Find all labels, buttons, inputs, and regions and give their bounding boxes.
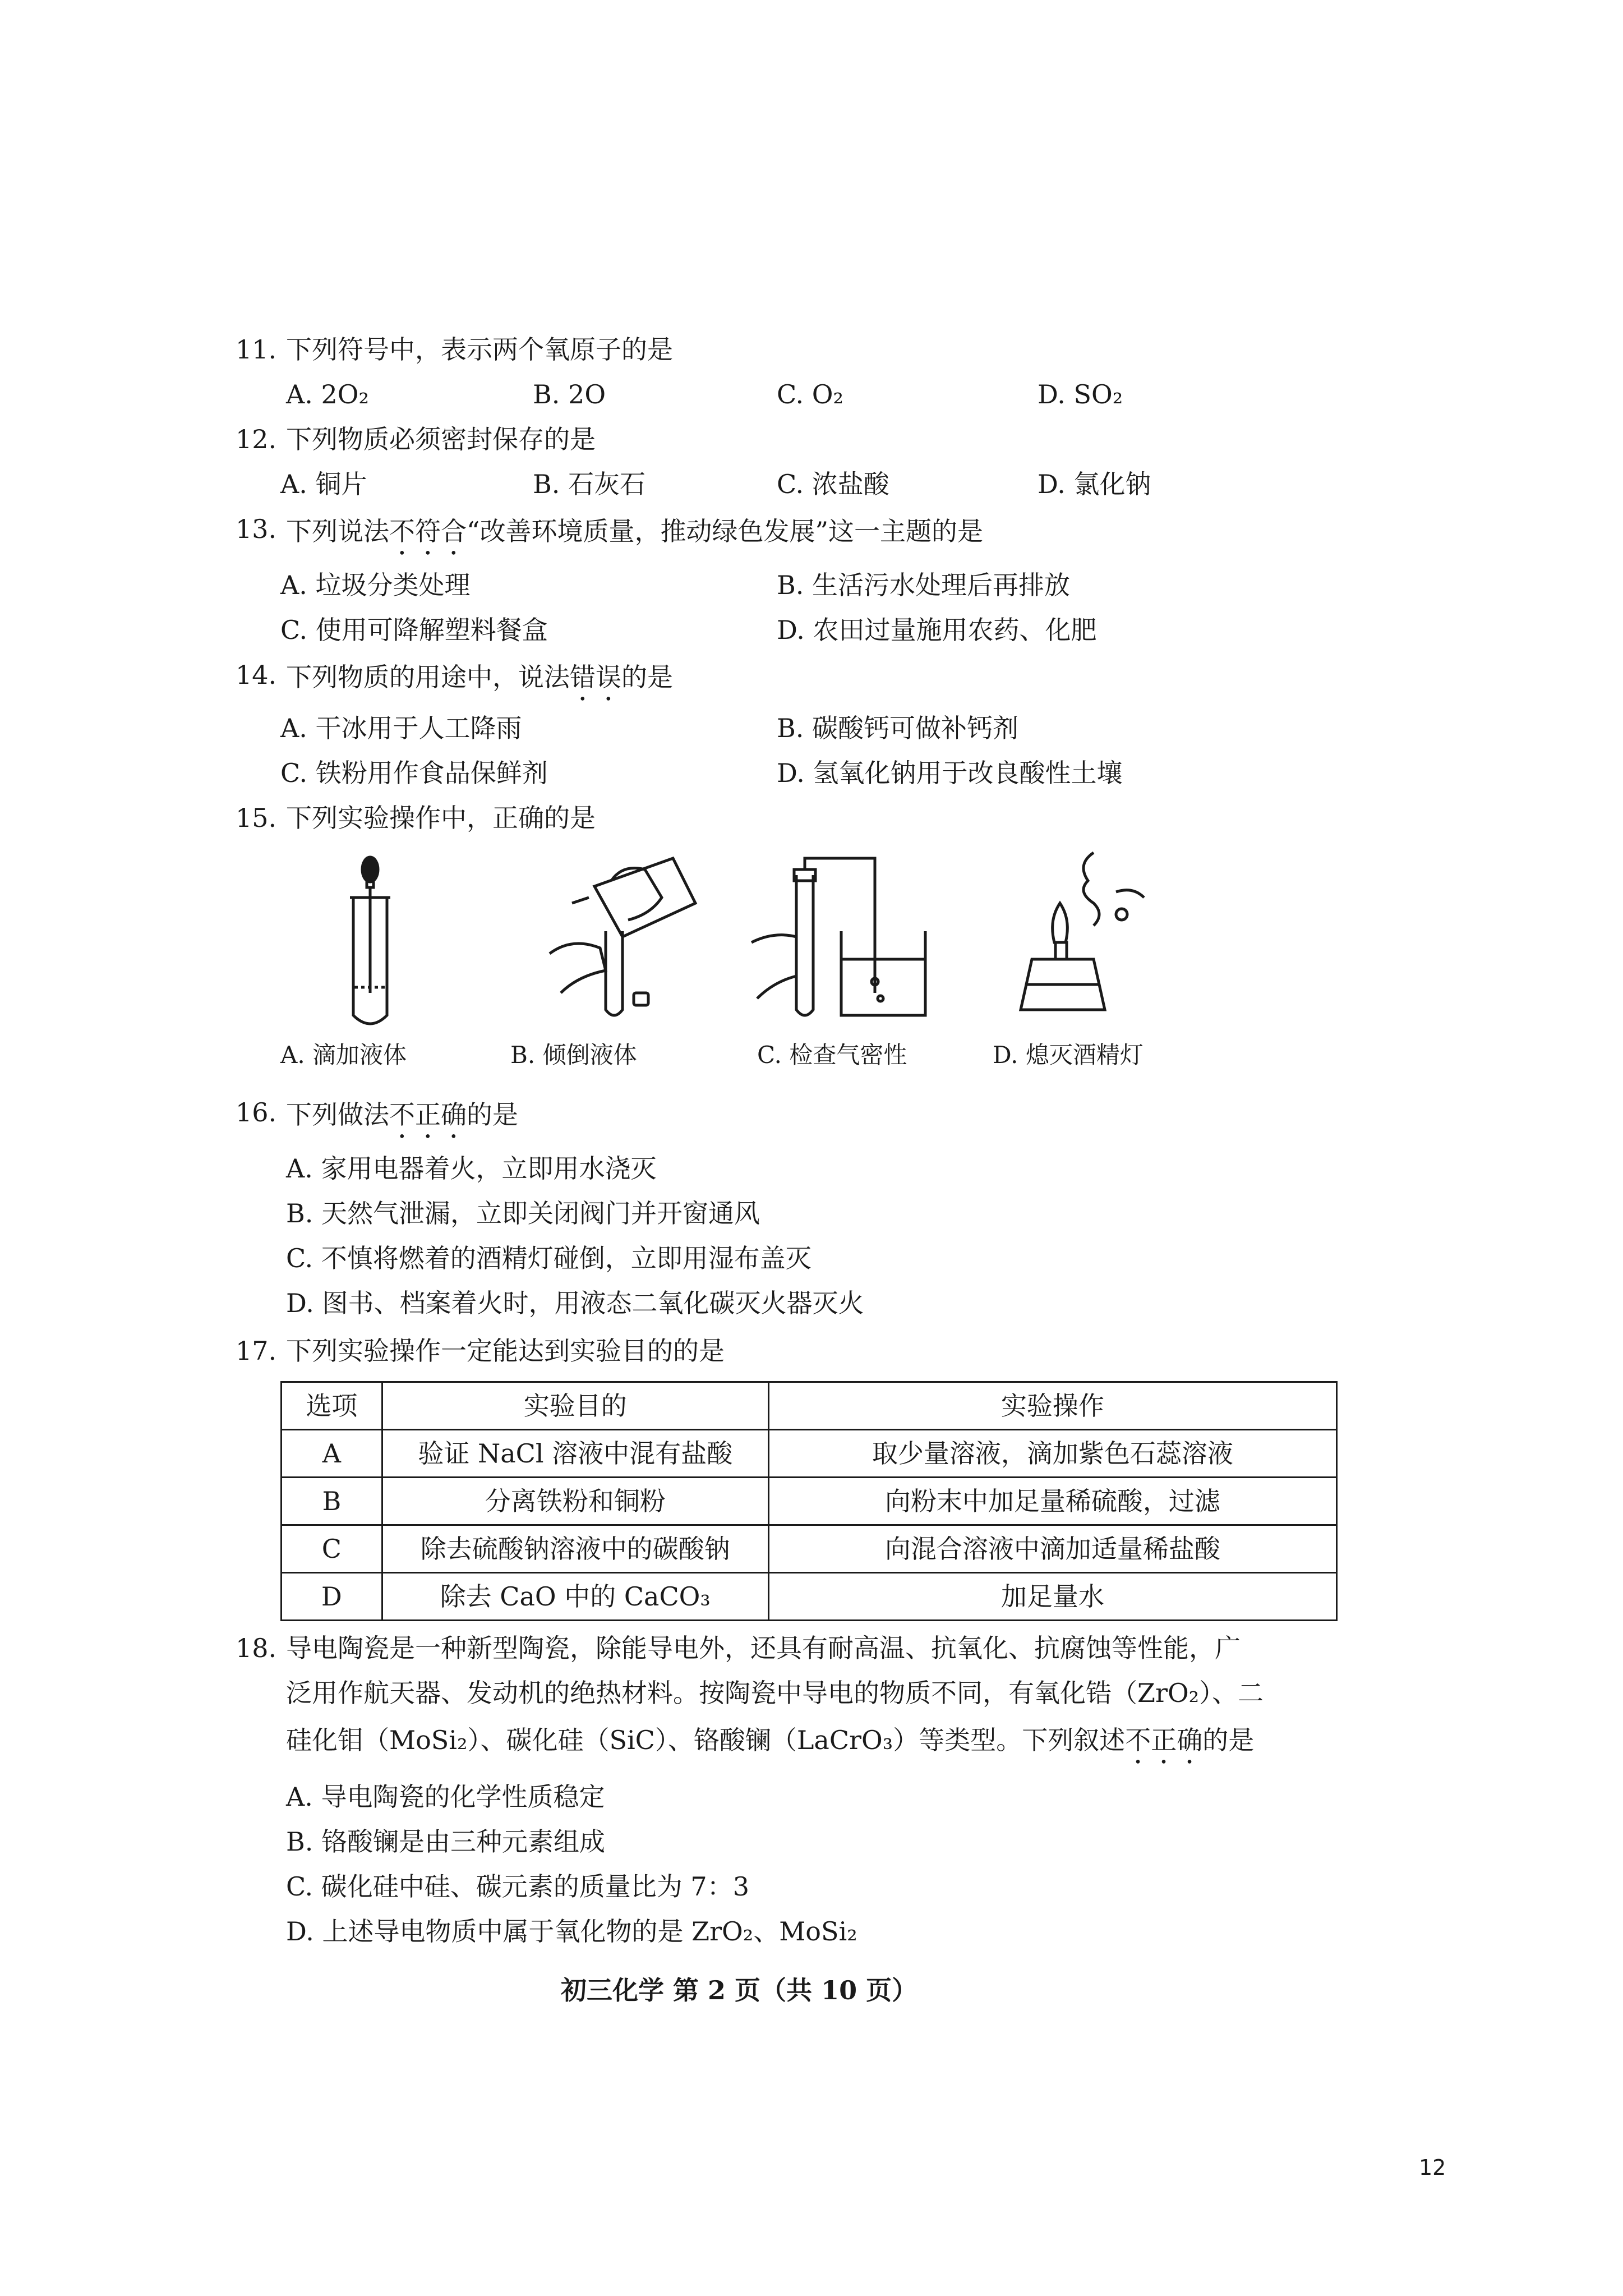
q18-emphasis: 不正确	[1125, 1725, 1203, 1755]
table-header: 实验目的	[382, 1382, 768, 1430]
q16-number: 16.	[236, 1097, 277, 1128]
q14-option-c: C. 铁粉用作食品保鲜剂	[280, 758, 548, 788]
q13-option-d: D. 农田过量施用农药、化肥	[777, 615, 1097, 645]
table-cell: B	[282, 1478, 382, 1525]
q18-option-a: A. 导电陶瓷的化学性质稳定	[286, 1782, 605, 1812]
table-cell: 向混合溶液中滴加适量稀盐酸	[768, 1525, 1336, 1573]
q11-stem: 下列符号中，表示两个氧原子的是	[286, 334, 673, 365]
q13-stem: 下列说法不符合“改善环境质量，推动绿色发展”这一主题的是	[286, 516, 984, 546]
q15-caption-a: A. 滴加液体	[280, 1041, 407, 1069]
q18-line-3: 硅化钼（MoSi₂）、碳化硅（SiC）、铬酸镧（LaCrO₃）等类型。下列叙述不正确的是	[286, 1725, 1255, 1755]
table-row	[282, 1430, 1337, 1478]
q11-option-b: B. 2O	[533, 379, 606, 409]
table-cell: 取少量溶液，滴加紫色石蕊溶液	[768, 1430, 1336, 1478]
q14-option-a: A. 干冰用于人工降雨	[280, 713, 522, 743]
table-row	[282, 1478, 1337, 1525]
q13-option-b: B. 生活污水处理后再排放	[777, 570, 1071, 600]
q14-option-d: D. 氢氧化钠用于改良酸性土壤	[777, 758, 1123, 788]
table-header-row	[282, 1382, 1337, 1430]
q18-line-1: 导电陶瓷是一种新型陶瓷，除能导电外，还具有耐高温、抗氧化、抗腐蚀等性能，广	[286, 1633, 1241, 1663]
table-header: 选项	[282, 1382, 382, 1430]
q14-stem: 下列物质的用途中，说法错误的是	[286, 662, 673, 692]
q14-number: 14.	[236, 660, 277, 690]
q18-line-2: 泛用作航天器、发动机的绝热材料。按陶瓷中导电的物质不同，有氧化锆（ZrO₂）、二	[286, 1678, 1264, 1708]
q16-emphasis: 不正确	[389, 1099, 467, 1130]
q16-stem: 下列做法不正确的是	[286, 1099, 518, 1130]
q15-caption-c: C. 检查气密性	[757, 1041, 907, 1069]
table-cell: A	[282, 1430, 382, 1478]
q15-stem: 下列实验操作中，正确的是	[286, 803, 596, 833]
q18-option-d: D. 上述导电物质中属于氧化物的是 ZrO₂、MoSi₂	[286, 1916, 857, 1947]
airtightness-check-illustration	[740, 853, 942, 1032]
q12-number: 12.	[236, 424, 277, 454]
q12-option-b: B. 石灰石	[533, 469, 646, 499]
q14-emphasis: 错误	[570, 662, 621, 692]
q18-number: 18.	[236, 1633, 277, 1663]
q11-option-c: C. O₂	[777, 379, 843, 409]
q16-option-b: B. 天然气泄漏，立即关闭阀门并开窗通风	[286, 1198, 760, 1228]
q16-option-c: C. 不慎将燃着的酒精灯碰倒，立即用湿布盖灭	[286, 1243, 811, 1273]
table-cell: 加足量水	[768, 1573, 1336, 1621]
q13-option-a: A. 垃圾分类处理	[280, 570, 471, 600]
table-cell: 向粉末中加足量稀硫酸，过滤	[768, 1478, 1336, 1525]
q17-stem: 下列实验操作一定能达到实验目的的是	[286, 1336, 725, 1366]
q18-option-b: B. 铬酸镧是由三种元素组成	[286, 1826, 606, 1857]
q12-stem: 下列物质必须密封保存的是	[286, 424, 596, 454]
table-row	[282, 1573, 1337, 1621]
alcohol-lamp-illustration	[1009, 841, 1178, 1032]
q12-option-a: A. 铜片	[280, 469, 367, 499]
table-cell: 除去 CaO 中的 CaCO₃	[382, 1573, 768, 1621]
table-cell: 验证 NaCl 溶液中混有盐酸	[382, 1430, 768, 1478]
q16-option-a: A. 家用电器着火，立即用水浇灭	[286, 1153, 657, 1184]
q15-caption-b: B. 倾倒液体	[510, 1041, 637, 1069]
table-cell: 除去硫酸钠溶液中的碳酸钠	[382, 1525, 768, 1573]
q12-option-d: D. 氯化钠	[1038, 469, 1151, 499]
q11-option-a: A. 2O₂	[286, 379, 369, 409]
q18-option-c: C. 碳化硅中硅、碳元素的质量比为 7：3	[286, 1871, 749, 1902]
table-row	[282, 1525, 1337, 1573]
q15-number: 15.	[236, 803, 277, 833]
q13-emphasis: 不符合	[389, 516, 467, 546]
page-footer: 初三化学 第 2 页（共 10 页）	[561, 1975, 918, 2005]
pouring-liquid-illustration	[538, 841, 707, 1032]
q17-number: 17.	[236, 1336, 277, 1366]
q14-option-b: B. 碳酸钙可做补钙剂	[777, 713, 1019, 743]
q12-option-c: C. 浓盐酸	[777, 469, 889, 499]
q13-number: 13.	[236, 514, 277, 544]
table-header: 实验操作	[768, 1382, 1336, 1430]
table-cell: C	[282, 1525, 382, 1573]
dropper-illustration	[314, 853, 426, 1032]
q16-option-d: D. 图书、档案着火时，用液态二氧化碳灭火器灭火	[286, 1288, 864, 1318]
q11-option-d: D. SO₂	[1038, 379, 1123, 409]
q11-number: 11.	[236, 334, 277, 365]
table-cell: 分离铁粉和铜粉	[382, 1478, 768, 1525]
experiment-table	[280, 1381, 1338, 1621]
q15-caption-d: D. 熄灭酒精灯	[993, 1041, 1144, 1069]
table-cell: D	[282, 1573, 382, 1621]
page-number: 12	[1419, 2155, 1446, 2180]
q13-option-c: C. 使用可降解塑料餐盒	[280, 615, 548, 645]
